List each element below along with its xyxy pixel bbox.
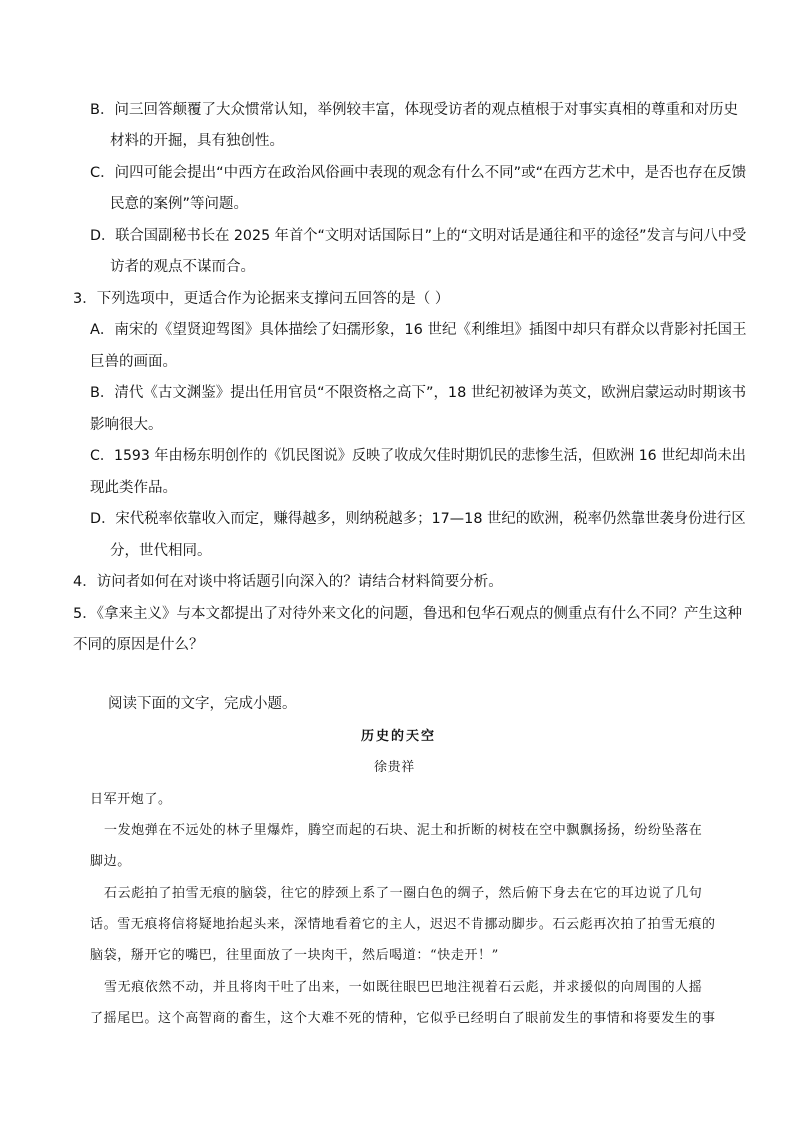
- q3-option-c-line2: 现此类作品。: [90, 480, 177, 496]
- q3-option-a-line1: A．南宋的《望贤迎驾图》具体描绘了妇孺形象，16 世纪《利维坦》插图中却只有群众以背影衬托国王: [90, 322, 747, 338]
- reading-instruction: 阅读下面的文字，完成小题。: [108, 696, 297, 712]
- q3-stem: 3．下列选项中，更适合作为论据来支撑问五回答的是（ ）: [73, 291, 450, 307]
- story-para4-line1: 雪无痕依然不动，并且将肉干吐了出来，一如既往眼巴巴地注视着石云彪，并求援似的向周围的人摇: [104, 980, 703, 995]
- story-para2-line2: 脚边。: [90, 854, 131, 869]
- q3-option-a-line2: 巨兽的画面。: [90, 354, 177, 370]
- q5-stem-line1: 5．《拿来主义》与本文都提出了对待外来文化的问题，鲁迅和包华石观点的侧重点有什么不同？产生这种: [73, 606, 742, 622]
- q3-option-c-line1: C．1593 年由杨东明创作的《饥民图说》反映了收成欠佳时期饥民的悲惨生活，但欧洲 16 世纪却尚未出: [90, 448, 746, 464]
- story-para3-line1: 石云彪拍了拍雪无痕的脑袋，往它的脖颈上系了一圈白色的绸子，然后俯下身去在它的耳边说了几句: [104, 886, 703, 901]
- q2-option-b-line2: 材料的开掘，具有独创性。: [110, 133, 284, 149]
- q2-option-c-line2: 民意的案例”等问题。: [110, 196, 249, 212]
- story-para4-line2: 了摇尾巴。这个高智商的畜生，这个大难不死的情种，它似乎已经明白了眼前发生的事情和将要发生的事: [90, 1011, 716, 1026]
- story-para3-line2: 话。雪无痕将信将疑地抬起头来，深情地看着它的主人，迟迟不肯挪动脚步。石云彪再次拍了拍雪无痕的: [90, 917, 716, 932]
- q2-option-d-line2: 访者的观点不谋而合。: [110, 259, 255, 275]
- q3-option-b-line1: B．清代《古文渊鉴》提出任用官员“不限资格之高下”，18 世纪初被译为英文，欧洲启蒙运动时期该书: [90, 385, 747, 401]
- q3-option-d-line2: 分，世代相同。: [110, 543, 212, 559]
- q3-option-d-line1: D．宋代税率依靠收入而定，赚得越多，则纳税越多；17—18 世纪的欧洲，税率仍然靠世袭身份进行区: [90, 511, 746, 527]
- q2-option-b-line1: B．问三回答颠覆了大众惯常认知，举例较丰富，体现受访者的观点植根于对事实真相的尊重和对历史: [90, 102, 738, 118]
- story-para1: 日军开炮了。: [90, 792, 172, 807]
- q4-stem: 4．访问者如何在对谈中将话题引向深入的？请结合材料简要分析。: [73, 574, 503, 590]
- story-author: 徐贵祥: [374, 760, 415, 775]
- q2-option-d-line1: D．联合国副秘书长在 2025 年首个“文明对话国际日”上的“文明对话是通往和平的途径”发言与问八中受: [90, 228, 747, 244]
- story-para3-line3: 脑袋，掰开它的嘴巴，往里面放了一块肉干，然后喝道：“快走开！”: [90, 948, 499, 963]
- q5-stem-line2: 不同的原因是什么？: [73, 637, 204, 653]
- story-title: 历史的天空: [361, 729, 437, 744]
- q2-option-c-line1: C．问四可能会提出“中西方在政治风俗画中表现的观念有什么不同”或“在西方艺术中，是否也存在反馈: [90, 165, 747, 181]
- q3-option-b-line2: 影响很大。: [90, 417, 163, 433]
- story-para2-line1: 一发炮弹在不远处的林子里爆炸，腾空而起的石块、泥土和折断的树枝在空中飘飘扬扬，纷纷坠落在: [104, 823, 703, 838]
